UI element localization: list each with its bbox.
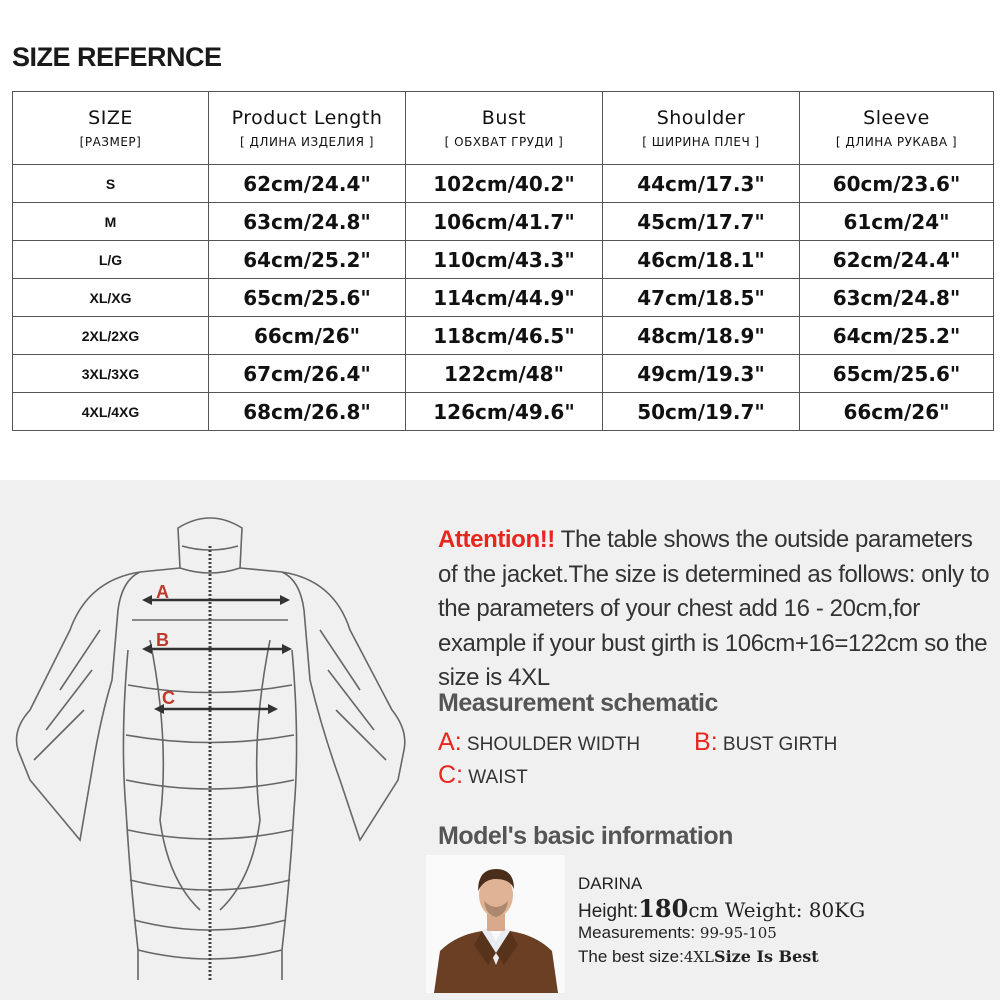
shoulder-cell: 49cm/19.3": [603, 355, 800, 393]
legend-a-letter: A: [438, 728, 455, 756]
shoulder-cell: 47cm/18.5": [603, 279, 800, 317]
header-sleeve: [800, 92, 994, 165]
bust-cell: 106cm/41.7": [406, 203, 603, 241]
height-label: Height:: [578, 901, 639, 922]
length-cell: 66cm/26": [209, 317, 406, 355]
table-row: [13, 165, 994, 203]
measurements-label: Measurements:: [578, 923, 696, 942]
legend-b-label: BUST GIRTH: [722, 734, 838, 755]
bust-cell: 122cm/48": [406, 355, 603, 393]
size-cell: S: [13, 165, 209, 203]
table-row: [13, 203, 994, 241]
size-reference-section: [0, 0, 1000, 480]
header-main: Shoulder: [656, 107, 746, 129]
legend-b-letter: B: [694, 728, 711, 756]
shoulder-cell: 44cm/17.3": [603, 165, 800, 203]
header-main: Sleeve: [863, 107, 930, 129]
best-value: 4XL: [683, 948, 715, 966]
length-cell: 62cm/24.4": [209, 165, 406, 203]
label-b: B: [156, 630, 169, 650]
table-row: [13, 241, 994, 279]
page-title: SIZE REFERNCE: [12, 42, 222, 72]
attention-note: [438, 523, 994, 696]
shoulder-cell: 46cm/18.1": [603, 241, 800, 279]
model-measurements-line: [578, 923, 777, 943]
legend-a-label: SHOULDER WIDTH: [466, 734, 641, 755]
attention-text: The table shows the outside parameters of the jacket.The size is determined as follows: only to the parameters of your chest add 16 - 20cm,for example if your bust girth is 106cm+16=122cm so the size is 4XL: [438, 526, 990, 691]
header-sub: [ ДЛИНА РУКАВА ]: [835, 135, 958, 149]
legend-c-letter: C: [438, 761, 457, 789]
size-cell: 3XL/3XG: [13, 355, 209, 393]
table-row: [13, 317, 994, 355]
length-cell: 65cm/25.6": [209, 279, 406, 317]
length-cell: 63cm/24.8": [209, 203, 406, 241]
legend-b: B: BUST GIRTH: [694, 728, 838, 756]
sleeve-cell: 64cm/25.2": [800, 317, 994, 355]
length-cell: 64cm/25.2": [209, 241, 406, 279]
shoulder-cell: 48cm/18.9": [603, 317, 800, 355]
header-main: Bust: [481, 107, 527, 129]
size-cell: M: [13, 203, 209, 241]
attention-label: Attention!!: [438, 526, 555, 553]
header-main: Product Length: [231, 107, 383, 129]
bust-cell: 118cm/46.5": [406, 317, 603, 355]
table-header-row: [13, 92, 994, 165]
header-sub: [РАЗМЕР]: [79, 135, 142, 149]
height-value: 180: [638, 894, 689, 923]
length-cell: 68cm/26.8": [209, 393, 406, 431]
header-length: [209, 92, 406, 165]
legend-c-label: WAIST: [468, 767, 528, 788]
height-rest: cm Weight: 80KG: [688, 898, 866, 922]
legend-a: A: SHOULDER WIDTH: [438, 728, 641, 756]
header-main: SIZE: [88, 107, 133, 129]
size-cell: XL/XG: [13, 279, 209, 317]
table-row: [13, 393, 994, 431]
length-cell: 67cm/26.4": [209, 355, 406, 393]
sleeve-cell: 66cm/26": [800, 393, 994, 431]
sleeve-cell: 62cm/24.4": [800, 241, 994, 279]
sleeve-cell: 60cm/23.6": [800, 165, 994, 203]
bust-cell: 114cm/44.9": [406, 279, 603, 317]
jacket-diagram: [0, 480, 420, 1000]
header-sub: [ ДЛИНА ИЗДЕЛИЯ ]: [240, 135, 374, 149]
table-row: [13, 355, 994, 393]
size-cell: L/G: [13, 241, 209, 279]
shoulder-cell: 45cm/17.7": [603, 203, 800, 241]
measurements-value: 99-95-105: [699, 924, 777, 942]
header-shoulder: [603, 92, 800, 165]
table-row: [13, 279, 994, 317]
legend-c: C: WAIST: [438, 761, 528, 789]
model-name: DARINA: [578, 874, 643, 893]
header-sub: [ ШИРИНА ПЛЕЧ ]: [642, 135, 760, 149]
model-photo-illustration: [426, 855, 565, 993]
best-label: The best size:: [578, 947, 684, 966]
model-title: Model's basic information: [438, 822, 733, 850]
header-bust: [406, 92, 603, 165]
size-cell: 2XL/2XG: [13, 317, 209, 355]
sleeve-cell: 61cm/24": [800, 203, 994, 241]
model-best-size-line: [578, 947, 819, 967]
sleeve-cell: 63cm/24.8": [800, 279, 994, 317]
bust-cell: 110cm/43.3": [406, 241, 603, 279]
model-photo: [426, 855, 565, 993]
label-a: A: [156, 582, 169, 602]
shoulder-cell: 50cm/19.7": [603, 393, 800, 431]
bust-cell: 102cm/40.2": [406, 165, 603, 203]
sleeve-cell: 65cm/25.6": [800, 355, 994, 393]
header-sub: [ ОБХВАТ ГРУДИ ]: [444, 135, 564, 149]
size-cell: 4XL/4XG: [13, 393, 209, 431]
model-height-line: [578, 894, 865, 923]
best-rest: Size Is Best: [714, 947, 819, 966]
bust-cell: 126cm/49.6": [406, 393, 603, 431]
size-table: [12, 91, 994, 431]
schematic-title: Measurement schematic: [438, 689, 718, 717]
label-c: C: [162, 688, 175, 708]
header-size: [13, 92, 209, 165]
